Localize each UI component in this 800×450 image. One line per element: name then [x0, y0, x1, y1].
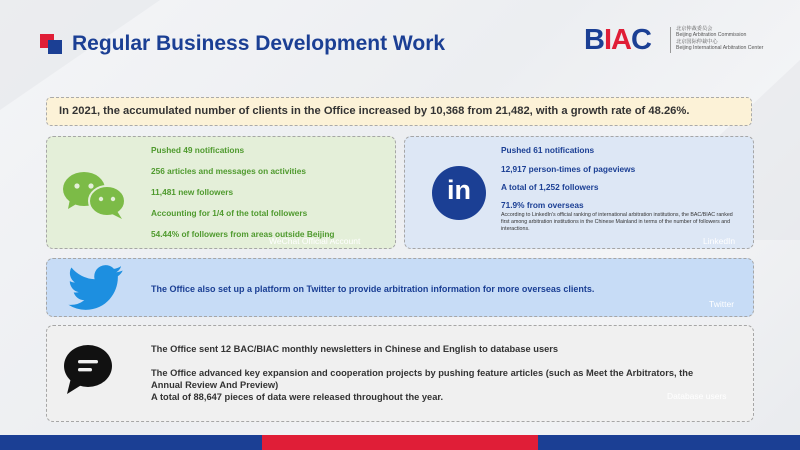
- biac-logo: [584, 24, 784, 58]
- chat-bubble-icon: [63, 344, 113, 396]
- summary-banner: [46, 97, 752, 126]
- newsletter-line: The Office advanced key expansion and cooperation projects by pushing feature articles (such as Meet the Arbitrators, the: [151, 368, 694, 378]
- title-mark-icon: [40, 34, 64, 54]
- newsletter-line: The Office sent 12 BAC/BIAC monthly newsletters in Chinese and English to database users: [151, 344, 559, 354]
- linkedin-item: 71.9% from overseas: [501, 200, 584, 210]
- wechat-item: Pushed 49 notifications: [151, 145, 245, 155]
- linkedin-panel: [404, 136, 754, 249]
- linkedin-note: According to LinkedIn's official ranking of international arbitration institutions, the BAC/BIAC ranked first among arbitration institutions in the Chinese Mainland in terms of the number of followers and interactions.: [501, 212, 733, 233]
- wechat-item: 54.44% of followers from areas outside Beijing: [151, 229, 335, 239]
- wechat-icon: [62, 169, 128, 221]
- newsletter-panel: [46, 325, 754, 422]
- page-title: Regular Business Development Work: [72, 32, 446, 55]
- footer-bar: [0, 435, 800, 450]
- summary-text: In 2021, the accumulated number of clients in the Office increased by 10,368 from 21,482, with a growth rate of 48.26%.: [59, 105, 690, 117]
- logo-names: 北京仲裁委员会 Beijing Arbitration Commission 北京国际仲裁中心 Beijing International Arbitration Center: [676, 26, 764, 52]
- wechat-watermark: WeChat Official Account: [269, 236, 361, 246]
- newsletter-line: Annual Review And Preview): [151, 380, 279, 390]
- wechat-panel: [46, 136, 396, 249]
- wechat-item: 256 articles and messages on activities: [151, 166, 306, 176]
- wechat-item: 11,481 new followers: [151, 187, 234, 197]
- newsletter-line: A total of 88,647 pieces of data were released throughout the year.: [151, 392, 444, 402]
- linkedin-watermark: LinkedIn: [703, 236, 736, 246]
- twitter-bird-icon: [67, 265, 125, 311]
- newsletter-watermark: Database users: [667, 391, 727, 401]
- logo-mark: BIAC: [584, 24, 651, 56]
- linkedin-item: Pushed 61 notifications: [501, 145, 595, 155]
- linkedin-item: A total of 1,252 followers: [501, 182, 599, 192]
- wechat-item: Accounting for 1/4 of the total followers: [151, 208, 308, 218]
- linkedin-item: 12,917 person-times of pageviews: [501, 164, 636, 174]
- twitter-watermark: Twitter: [709, 299, 735, 309]
- linkedin-icon-text: in: [447, 175, 471, 205]
- twitter-text: The Office also set up a platform on Twitter to provide arbitration information for more overseas clients.: [151, 284, 595, 294]
- twitter-panel: [46, 258, 754, 317]
